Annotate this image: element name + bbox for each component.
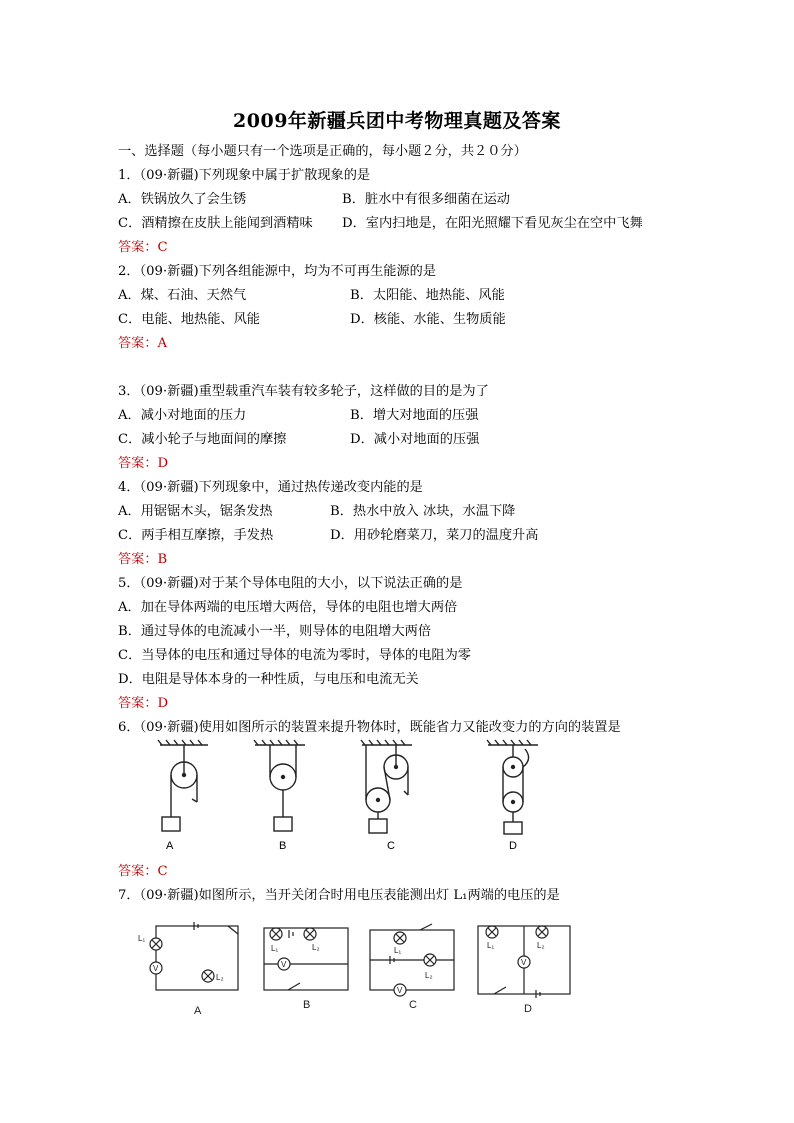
q1-answer: 答案：C <box>118 240 168 255</box>
circuit-c-v: V <box>397 986 403 995</box>
circuit-label-b: B <box>303 999 311 1011</box>
q1-option-b: B．脏水中有很多细菌在运动 <box>342 192 510 207</box>
circuit-figure <box>138 918 582 1018</box>
page-title: 2009年新疆兵团中考物理真题及答案 <box>233 110 561 132</box>
question-3-stem: 3．（09·新疆)重型载重汽车装有较多轮子，这样做的目的是为了 <box>118 384 489 399</box>
pulley-label-b: B <box>279 840 287 852</box>
q3-option-b: B．增大对地面的压强 <box>350 408 479 423</box>
question-6-stem: 6．（09·新疆)使用如图所示的装置来提升物体时，既能省力又能改变力的方向的装置是 <box>118 720 621 735</box>
question-1-stem: 1．（09·新疆)下列现象中属于扩散现象的是 <box>118 168 371 183</box>
q1-option-d: D．室内扫地是，在阳光照耀下看见灰尘在空中飞舞 <box>342 216 643 231</box>
q5-option-c: C．当导体的电压和通过导体的电流为零时，导体的电阻为零 <box>118 648 471 663</box>
q2-answer: 答案：A <box>118 336 168 351</box>
question-2-stem: 2．（09·新疆)下列各组能源中，均为不可再生能源的是 <box>118 264 437 279</box>
q2-option-a: A．煤、石油、天然气 <box>118 288 247 303</box>
circuit-label-c: C <box>409 999 417 1011</box>
q4-option-d: D．用砂轮磨菜刀，菜刀的温度升高 <box>330 528 539 543</box>
circuit-b-l2: L₂ <box>312 943 320 952</box>
circuit-label-a: A <box>194 1005 202 1017</box>
q3-answer: 答案：D <box>118 456 169 471</box>
circuit-a-l1: L₁ <box>138 934 146 943</box>
q5-answer: 答案：D <box>118 696 169 711</box>
circuit-b-l1: L₁ <box>271 944 279 953</box>
q3-option-a: A．减小对地面的压力 <box>118 408 247 423</box>
q1-option-a: A．铁锅放久了会生锈 <box>118 192 247 207</box>
q2-option-d: D．核能、水能、生物质能 <box>350 312 506 327</box>
q4-option-a: A．用锯锯木头，锯条发热 <box>118 504 273 519</box>
q5-option-b: B．通过导体的电流减小一半，则导体的电阻增大两倍 <box>118 624 432 639</box>
q3-option-d: D．减小对地面的压强 <box>350 432 480 447</box>
q4-option-c: C．两手相互摩擦，手发热 <box>118 528 274 543</box>
circuit-d-v: V <box>521 958 527 967</box>
pulley-figure <box>150 737 550 855</box>
q4-answer: 答案：B <box>118 552 168 567</box>
q2-option-b: B．太阳能、地热能、风能 <box>350 288 505 303</box>
pulley-label-d: D <box>509 840 517 852</box>
circuit-d-l1: L₁ <box>487 941 495 950</box>
q5-option-d: D．电阻是导体本身的一种性质，与电压和电流无关 <box>118 672 419 687</box>
question-4-stem: 4．（09·新疆)下列现象中，通过热传递改变内能的是 <box>118 480 423 495</box>
circuit-d-l2: L₂ <box>537 941 545 950</box>
pulley-label-c: C <box>387 840 395 852</box>
circuit-c-l2: L₂ <box>425 971 433 980</box>
circuit-a-l2: L₂ <box>216 973 224 982</box>
q2-option-c: C．电能、地热能、风能 <box>118 312 260 327</box>
q3-option-c: C．减小轮子与地面间的摩擦 <box>118 432 287 447</box>
section-heading: 一、选择题（每小题只有一个选项是正确的，每小题２分，共２０分） <box>118 144 527 159</box>
q1-option-c: C．酒精擦在皮肤上能闻到酒精味 <box>118 216 313 231</box>
circuit-label-d: D <box>524 1003 532 1015</box>
question-7-stem: 7．（09·新疆)如图所示，当开关闭合时用电压表能测出灯 L₁两端的电压的是 <box>118 888 560 903</box>
q5-option-a: A．加在导体两端的电压增大两倍，导体的电阻也增大两倍 <box>118 600 458 615</box>
pulley-label-a: A <box>166 840 174 852</box>
circuit-a-v: V <box>153 964 159 973</box>
circuit-b-v: V <box>281 960 287 969</box>
question-5-stem: 5．（09·新疆)对于某个导体电阻的大小，以下说法正确的是 <box>118 576 463 591</box>
q6-answer: 答案：C <box>118 864 168 879</box>
circuit-c-l1: L₁ <box>394 946 402 955</box>
q4-option-b: B．热水中放入 冰块，水温下降 <box>330 504 516 519</box>
